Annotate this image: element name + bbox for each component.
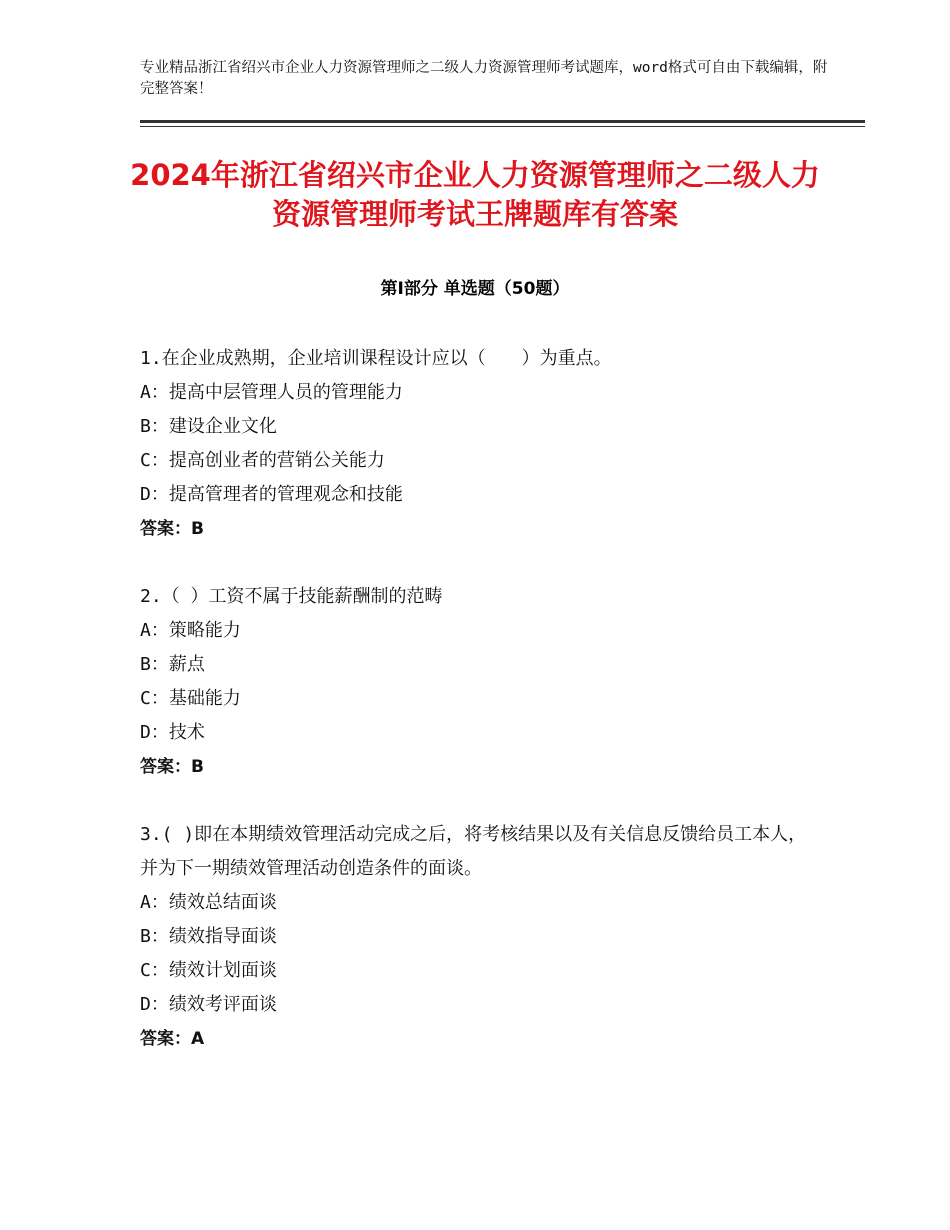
option-d: D：提高管理者的管理观念和技能 <box>140 484 403 505</box>
option-a: A：提高中层管理人员的管理能力 <box>140 382 403 403</box>
option-c: C：提高创业者的营销公关能力 <box>140 450 385 471</box>
option-d: D：绩效考评面谈 <box>140 994 277 1015</box>
option-c: C：绩效计划面谈 <box>140 960 277 981</box>
option-b: B：建设企业文化 <box>140 416 277 437</box>
option-b: B：绩效指导面谈 <box>140 926 277 947</box>
answer: 答案：A <box>140 1029 205 1049</box>
question-3 <box>140 818 820 1056</box>
answer: 答案：B <box>140 519 204 539</box>
option-d: D：技术 <box>140 722 205 743</box>
header-rule-thin <box>140 126 865 127</box>
question-stem: 3.( )即在本期绩效管理活动完成之后，将考核结果以及有关信息反馈给员工本人，并为下一期绩效管理活动创造条件的面谈。 <box>140 824 807 879</box>
option-c: C：基础能力 <box>140 688 241 709</box>
answer: 答案：B <box>140 757 204 777</box>
option-a: A：绩效总结面谈 <box>140 892 277 913</box>
question-1 <box>140 342 820 546</box>
section-title: 第Ⅰ部分 单选题（50题） <box>380 279 570 299</box>
header-note: 专业精品浙江省绍兴市企业人力资源管理师之二级人力资源管理师考试题库，word格式可自由下载编辑，附完整答案！ <box>140 60 828 97</box>
question-stem: 2.（ ）工资不属于技能薪酬制的范畴 <box>140 586 443 607</box>
question-2 <box>140 580 820 784</box>
document-title: 2024年浙江省绍兴市企业人力资源管理师之二级人力资源管理师考试王牌题库有答案 <box>130 158 820 231</box>
option-a: A：策略能力 <box>140 620 241 641</box>
question-list <box>140 342 820 1090</box>
option-b: B：薪点 <box>140 654 205 675</box>
header-rule-thick <box>140 120 865 123</box>
question-stem: 1.在企业成熟期，企业培训课程设计应以（ ）为重点。 <box>140 348 612 369</box>
